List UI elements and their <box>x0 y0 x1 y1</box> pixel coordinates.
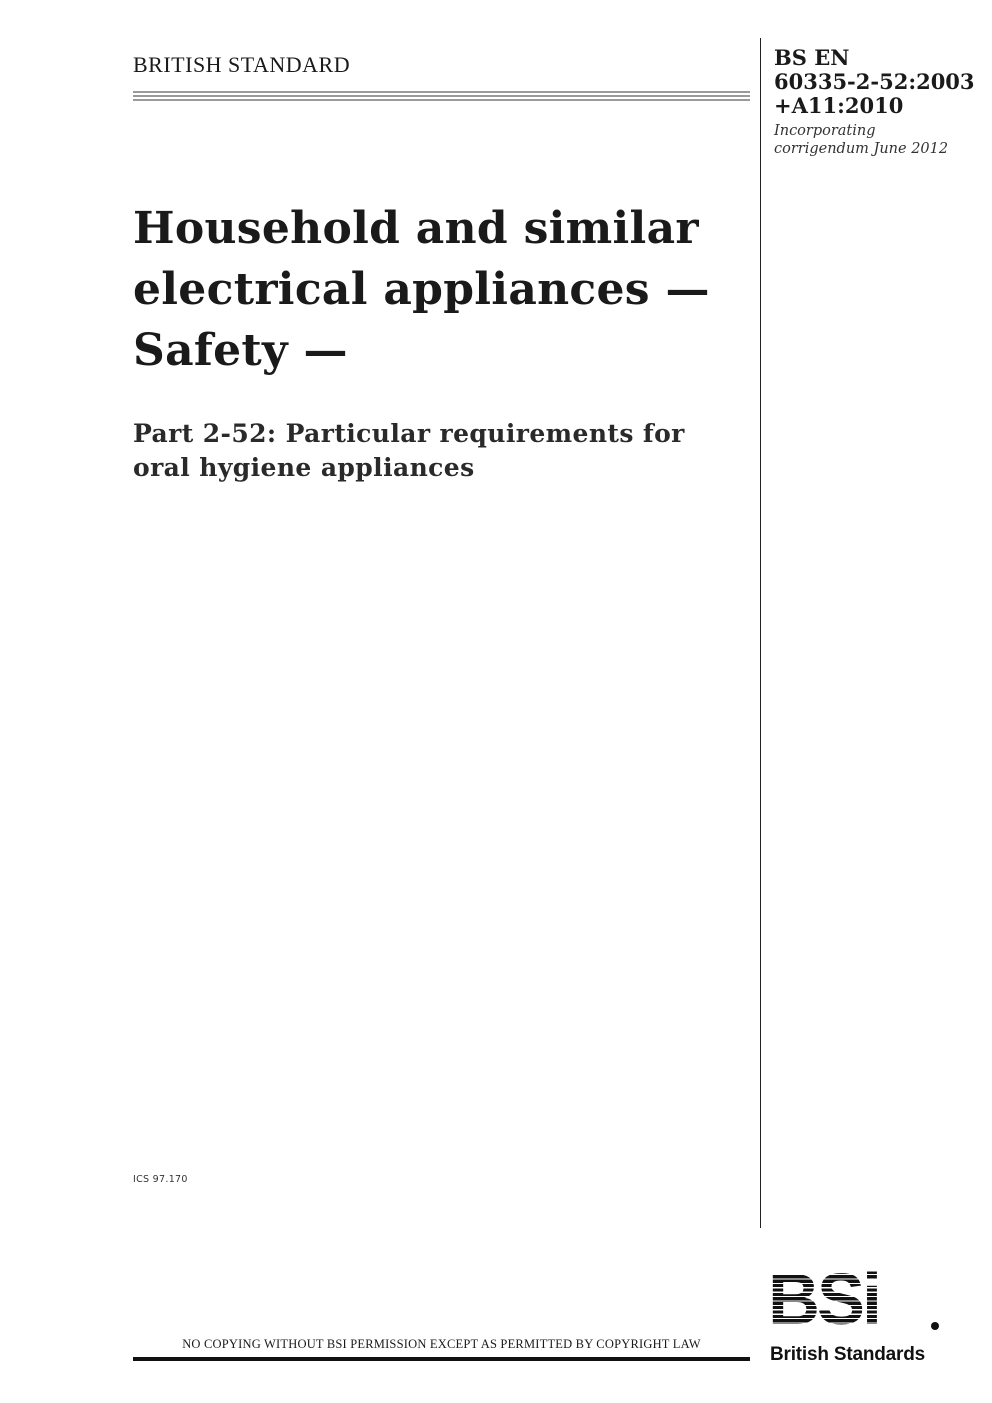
bsi-logo-name: British Standards <box>770 1344 925 1365</box>
standard-number-line: BS EN <box>774 45 850 70</box>
bsi-logo-dot <box>931 1322 939 1330</box>
subtitle-line: oral hygiene appliances <box>133 453 475 482</box>
standard-number-line: +A11:2010 <box>774 93 904 118</box>
copyright-notice: NO COPYING WITHOUT BSI PERMISSION EXCEPT AS PERMITTED BY COPYRIGHT LAW <box>182 1337 701 1351</box>
title-line: electrical appliances — <box>133 264 710 315</box>
bsi-logo-mark: BSi <box>768 1260 880 1340</box>
document-title <box>133 198 710 381</box>
standard-number <box>774 46 975 118</box>
bsi-logo <box>768 1262 946 1372</box>
header-rule <box>133 91 750 101</box>
column-divider <box>760 38 761 1228</box>
standard-number-line: 60335-2-52:2003 <box>774 69 975 94</box>
document-type-label: BRITISH STANDARD <box>133 52 351 77</box>
footer-rule <box>133 1357 750 1361</box>
subtitle-line: Part 2-52: Particular requirements for <box>133 419 685 448</box>
incorporating-line: corrigendum June 2012 <box>774 141 949 157</box>
ics-code: ICS 97.170 <box>133 1174 188 1185</box>
title-line: Household and similar <box>133 203 699 254</box>
incorporating-note <box>774 122 948 158</box>
title-line: Safety — <box>133 325 348 376</box>
incorporating-line: Incorporating <box>774 123 876 139</box>
document-subtitle <box>133 417 685 485</box>
